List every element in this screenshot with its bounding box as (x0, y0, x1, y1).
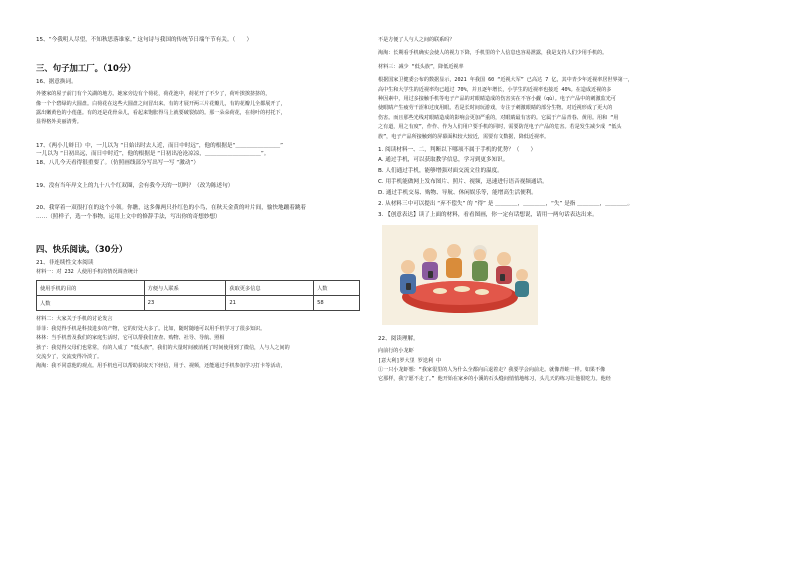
table-row (37, 296, 360, 311)
material-1-title: 材料一：对 232 人使用手机的情况调查统计 (36, 268, 138, 275)
story-title: 向前行的小龙虾 (378, 348, 414, 355)
reading-question-3: 3. 【创意表达】读了上面的材料，看看图画，你一定有话想说，请用一两句话表达出来。 (378, 211, 598, 218)
question-18: 18、八儿今天看得很重要了。（仿照画线部分写出写一写 “激动”） (36, 160, 199, 166)
story-source: [意大利]罗大里 罗迭利 中 (378, 357, 442, 364)
discussion-line-2: 林林：当手机普及我们的家庭生活时，它可以帮我们查查、购物、社导、导航、照相 (36, 335, 225, 342)
q16-line-1: 外婆家的屋子前门有个关湖的地方。她家旁边有个荷花，荷花池中，荷花开了不少了，荷叶挨挨挤挤的， (36, 91, 271, 98)
table-cell: 21 (226, 296, 314, 311)
discussion-line-3: 孩子：我觉得父母们也常常，有的人成了 “低头族”，我们的大量时间被消耗了时间使用到了微信，人与人之间的 (36, 344, 290, 351)
table-header-cell: 使用手机的目的 (37, 281, 145, 296)
option-a: A. 通过手机，可以获取教学信息，学习到更多知识。 (378, 156, 509, 163)
table-cell: 58 (314, 296, 360, 311)
table-row (37, 281, 360, 296)
question-15: 15、“今我明人尽望，不知秋思落谁家。” 这句诗与我国的传统节日端午节有关。（ ） (36, 37, 253, 43)
material-3-line-5: 伤害。而且那些光线对眼睛造成的影响会更加严重的，对眼睛最有害的。它属于产品青春、黄用。用和 “用 (378, 114, 619, 121)
material-3-title: 材料三：减少 “低头族”，降低近视率 (378, 63, 464, 70)
taotao-line: 淘淘：长期看手机确实会使人的视力下降，手机里的个人信息也容易泄露，我是支持人们少用手机的。 (378, 50, 608, 57)
q16-line-3: 露出嫩黄色的小莲蓬。有的还是花骨朵儿，看起来饱胀得马上就要破裂似的。那一朵朵荷花，在荷叶的衬托下， (36, 110, 286, 116)
story-line-2: 它那样，我宁愿不走了。” 他开始在家乡的小溪的石头缝间悄悄地练习，头几天的练习让他很吃力。他经 (378, 376, 611, 383)
discussion-line-5: 淘淘：我不同意他的观点。用手机也可以帮助获取天下轻信，用于、视频，还能通过手机参加学习打卡等活动， (36, 363, 286, 370)
question-19: 19、没有当年岸文上的九十八个红双圈，会有我今天的一切吗？（改为陈述句） (36, 182, 234, 189)
discussion-line-4: 交流少了，交流变得冷淡了。 (36, 354, 103, 360)
q16-line-4: 显得格外美丽清秀。 (36, 119, 82, 126)
question-20-line-1: 20、我穿着一双很打在的这个小领。你瞧，这多像两只扑红色的小鸟，在秋天金黄的叶片间，愉快地蹦着跳着 (36, 205, 307, 212)
section-3-title: 三、句子加工厂。（10分） (36, 62, 136, 73)
table-header-cell: 人数 (314, 281, 360, 296)
discussion-line-1: 菲菲：我觉得手机是科技进步的产物，它的好处大多了。比如，随时随地可以用手机学习了很多知识。 (36, 325, 266, 332)
question-16: 16、据意换词。 (36, 78, 77, 85)
question-20-line-2: ……（照样子，选一个事物，运用上文中的修辞手法，写出你的奇想妙想） (36, 213, 221, 220)
section-4-title: 四、快乐阅读。（30分） (36, 244, 128, 255)
right-top-line: 不是方便了人与人之间的联系吗？ (378, 37, 455, 43)
family-dinner-illustration (382, 225, 538, 325)
material-3-line-2: 高中生和大学生的近视率均已超过 70%，并且逐年增长，小学生的近视率也接近 40%。在造成近视的多 (378, 86, 612, 93)
reading-question-1: 1. 阅读材料一、二，判断以下哪项不属于手机的优势？（ ） (378, 147, 537, 154)
right-column (378, 36, 718, 385)
question-17-line-2: 一儿以为 “日初出远，而日中时近”，他的根据是 “日初出沧沧凉凉，＿＿＿＿＿＿＿＿＿＿”。 (36, 151, 270, 158)
table-header-cell: 获取更多信息 (226, 281, 314, 296)
story-line-1: ①一只小龙虾想：“我家很里的人为什么全都向后退着走？我要学会向前走。就像青蛙一样。如果不像 (378, 367, 606, 374)
option-d: D. 通过手机交易、购物、导航、休闲娱乐等，能增高生活便利。 (378, 189, 537, 196)
table-cell: 23 (144, 296, 226, 311)
option-b: B. 人们通过手机，能够增强对面交流文往的温度。 (378, 167, 503, 174)
table-cell: 人数 (37, 296, 145, 311)
material-3-line-7: 族”，电子产品所接触到的屏幕面积较大较近，需要有文数据，降低近视率。 (378, 133, 550, 140)
question-17-line-1: 17、《两小儿辩日》中，一儿以为 “日始出时去人近，而日中时远”，他的根据是“＿＿＿＿＿＿＿＿” (36, 142, 284, 149)
question-21: 21、非连续性文本阅读 (36, 260, 94, 267)
reading-question-2: 2. 从材料三中可以提出 “弃不偿失” 的 “得” 是 ＿＿＿＿，＿＿＿＿，“失” 是指 ＿＿＿＿，＿＿＿＿。 (378, 200, 634, 207)
material-3-line-3: 种因素中，用过多接触手机等电子产品的对眼睛造成的伤害实在不容小觑（qù）。电子产品中的刺激监光可 (378, 96, 616, 103)
table-header-cell: 方便与人联系 (144, 281, 226, 296)
option-c: C. 用手机能做网上发布图片、照片、视频，迅速进行语音视频通话。 (378, 178, 548, 185)
question-22: 22、阅读理解。 (378, 335, 419, 342)
left-column (36, 36, 366, 372)
survey-table (36, 280, 360, 311)
material-3-line-4: 使眼睛产生疲劳干涩和过度用眼。若是长时间玩游戏，专注于刺激眼睛的部分生物。对近视形成了更大的 (378, 105, 613, 112)
material-3-line-6: 之有道，用之有度”，作作、作为人们用户要手机的同时，需要防范电子产品的危害。若是发生减少成 “低头 (378, 124, 622, 131)
material-3-line-1: 根据国家卫健委公布的数据显示，2021 年我国 60 “近视大军” 已高达 7 亿，其中青少年近视率居世界第一， (378, 77, 633, 84)
q16-line-2: 像一个个碧绿的大圆盘。白荷花在这些大圆盘之间冒出来。有的才展开两三片花瓣儿，有的花瓣儿全都展开了， (36, 100, 286, 107)
material-2-title: 材料二：大家关于手机的讨论发言 (36, 316, 113, 323)
